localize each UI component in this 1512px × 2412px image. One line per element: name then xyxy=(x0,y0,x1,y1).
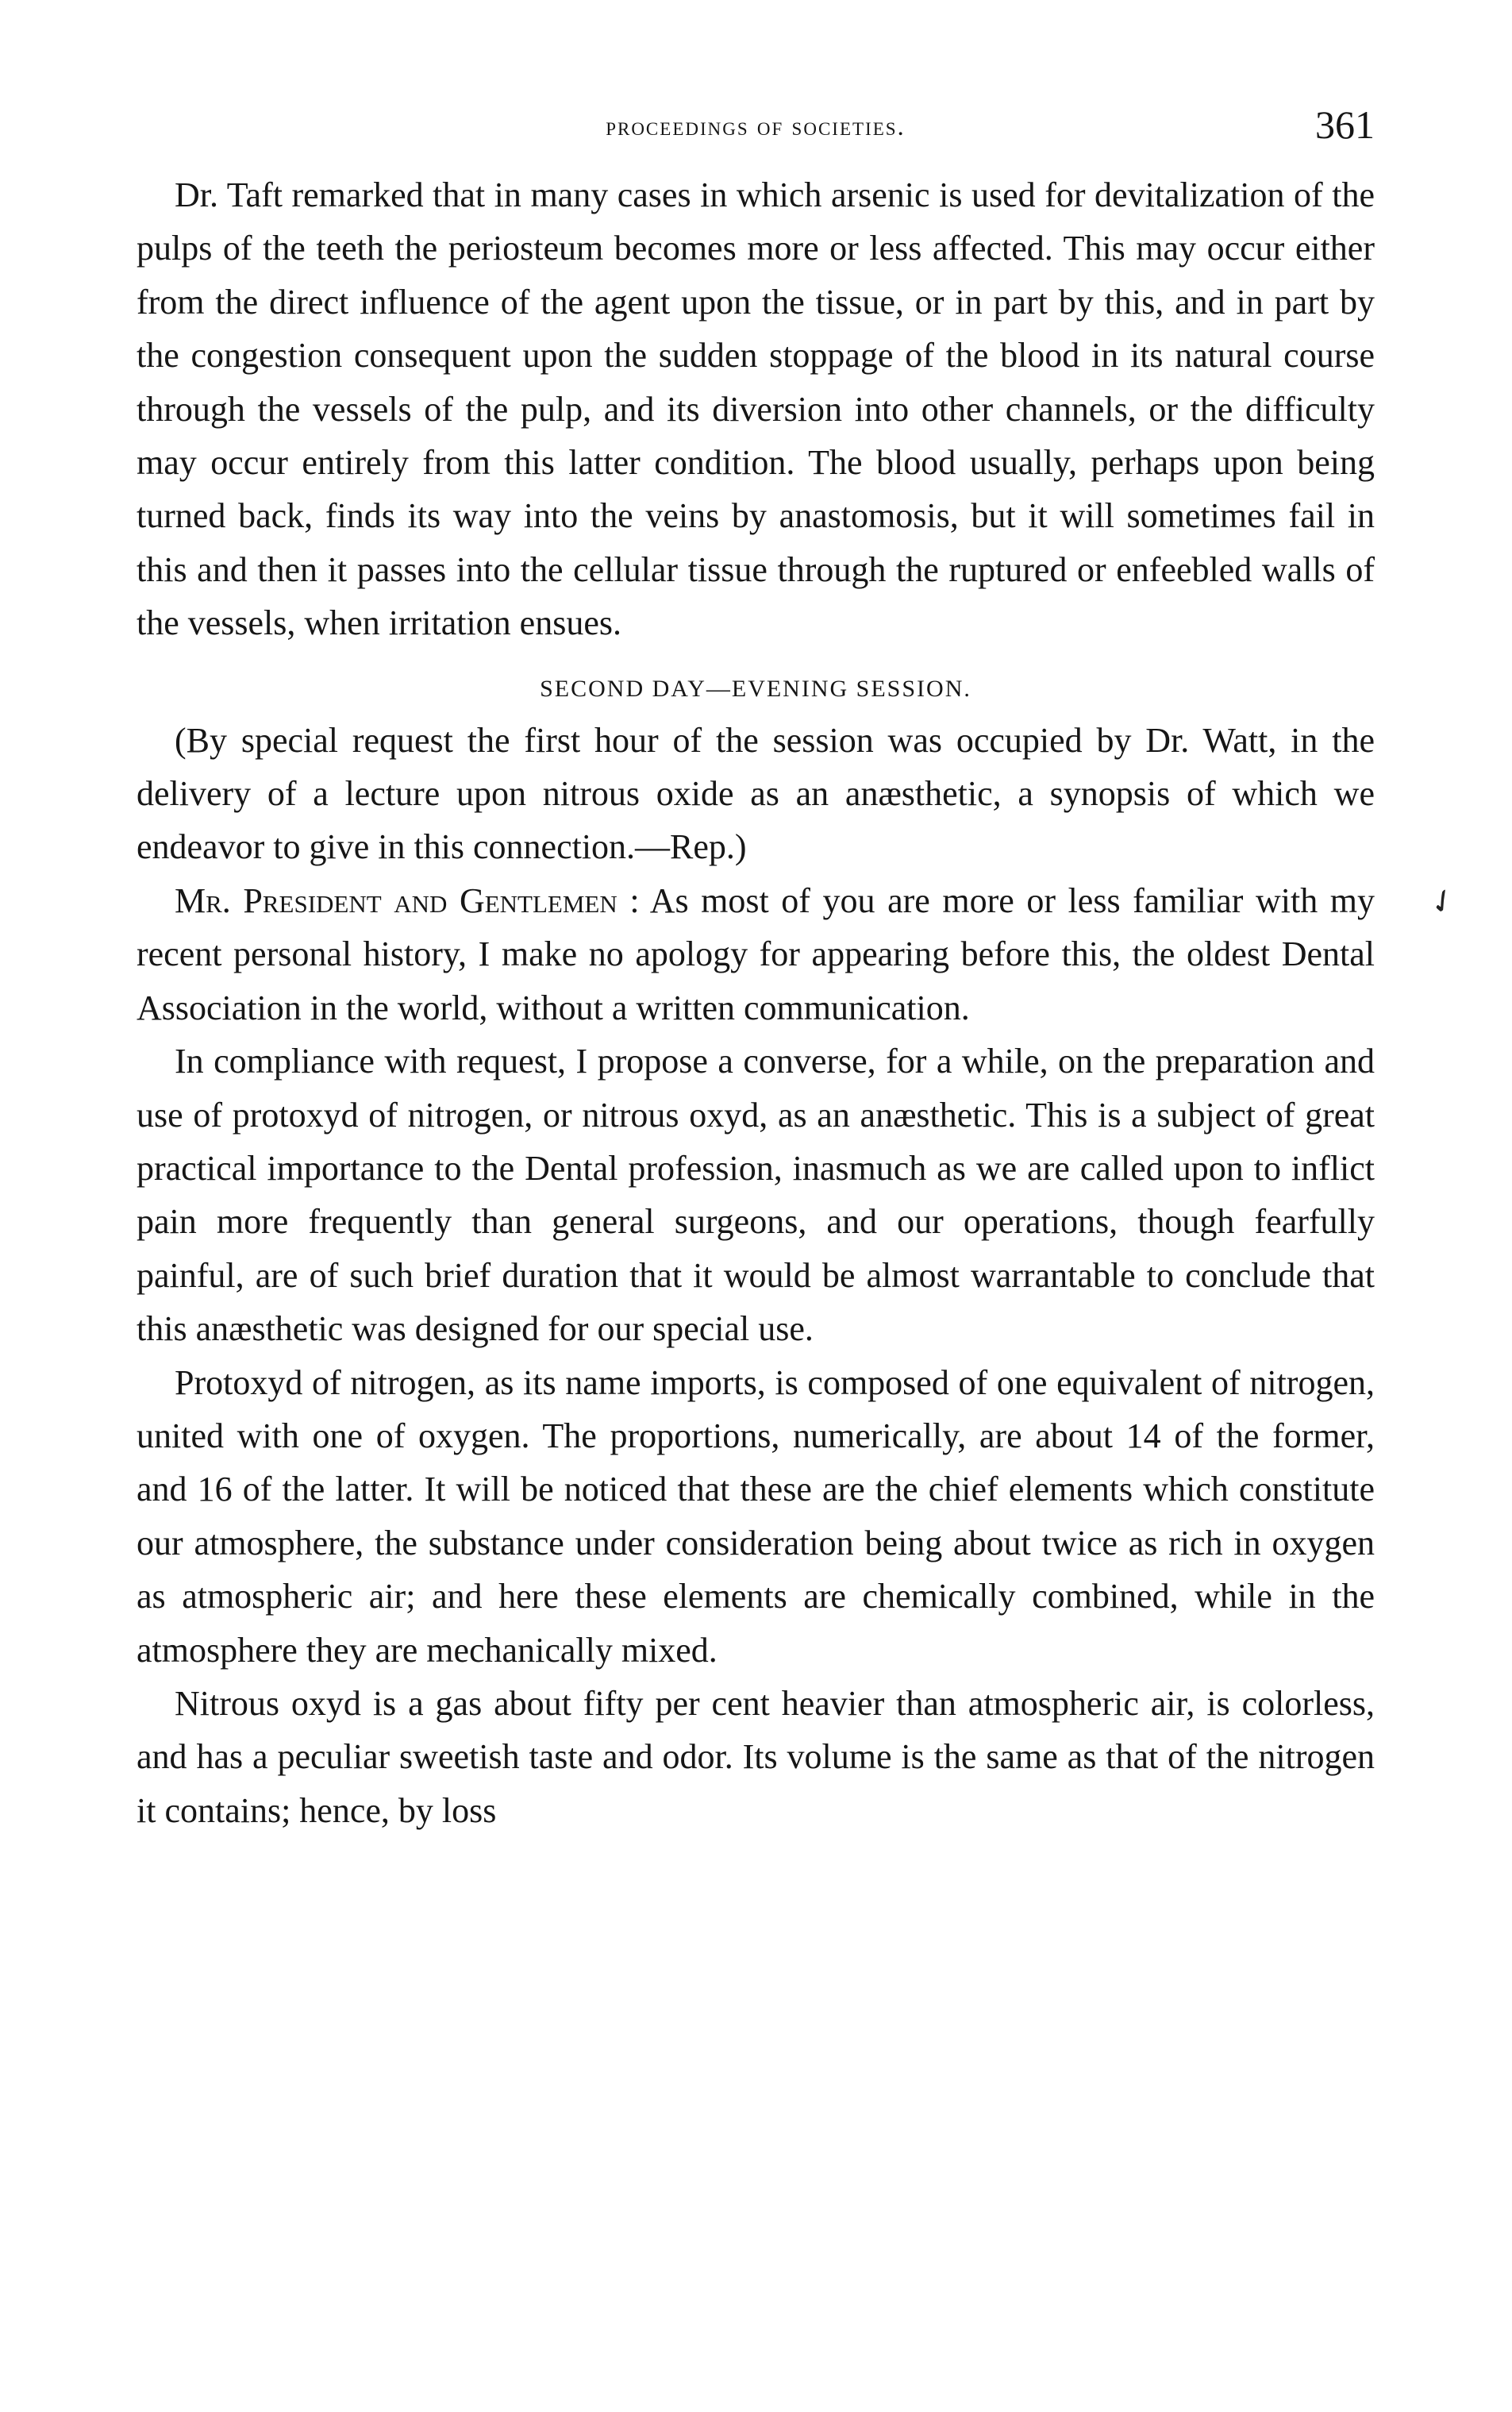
paragraph-address-opening xyxy=(137,874,1375,1035)
margin-ink-mark: ✓ xyxy=(1422,879,1464,924)
running-head xyxy=(137,95,1375,168)
paragraph-compliance: In compliance with request, I propose a converse, for a while, on the preparation and use of protoxyd of nitrogen, or nitrous oxyd, as an anæsthetic. This is a subject of great practical importance to the Dental profession, inasmuch as we are called upon to inflict pain more frequently than general surgeons, and our operations, though fearfully painful, are of such brief duration that it would be almost warrantable to conclude that this anæsthetic was designed for our special use. xyxy=(137,1042,1375,1349)
paragraph-taft-remarks: Dr. Taft remarked that in many cases in which arsenic is used for devitalization of the pulps of the teeth the periosteum becomes more or less affected. This may occur either from the direct influence of the agent upon the tissue, or in part by this, and in part by the congestion consequent upon the sudden stoppage of the blood in its natural course through the vessels of the pulp, and its diversion into other channels, or the difficulty may occur entirely from this latter condition. The blood usually, perhaps upon being turned back, finds its way into the veins by anastomosis, but it will sometimes fail in this and then it passes into the cellular tissue through the ruptured or enfeebled walls of the vessels, when irritation ensues. xyxy=(137,175,1375,643)
page-number: 361 xyxy=(1315,102,1375,147)
paragraph-protoxyd-composition: Protoxyd of nitrogen, as its name imports, is composed of one equivalent of nitrogen, united with one of oxygen. The proportions, numerically, are about 14 of the former, and 16 of the latter. It will be noticed that these are the chief elements which constitute our atmosphere, the substance under consideration being about twice as rich in oxygen as atmospheric air; and here these elements are chemically combined, while in the atmosphere they are mechanically mixed. xyxy=(137,1362,1375,1670)
book-page xyxy=(137,95,1375,1837)
address-opening-text: As most of you are more or less familiar with my recent personal history, I make no apology for appearing before this, the oldest Dental Association in the world, without a written communication. xyxy=(137,880,1375,1027)
paragraph-nitrous-oxyd-properties: Nitrous oxyd is a gas about fifty per cent heavier than atmospheric air, is colorless, and has a peculiar sweetish taste and odor. Its volume is the same as that of the nitrogen it contains; hence, by loss xyxy=(137,1683,1375,1830)
paragraph-reporter-note: (By special request the first hour of the session was occupied by Dr. Watt, in the delivery of a lecture upon nitrous oxide as an anæsthetic, a synopsis of which we endeavor to give in this connection.—Rep.) xyxy=(137,720,1375,867)
salutation: Mr. President and Gentlemen : xyxy=(175,880,640,920)
body-text xyxy=(137,168,1375,1837)
running-title: proceedings of societies. xyxy=(606,113,906,141)
section-heading: SECOND DAY—EVENING SESSION. xyxy=(540,675,971,702)
